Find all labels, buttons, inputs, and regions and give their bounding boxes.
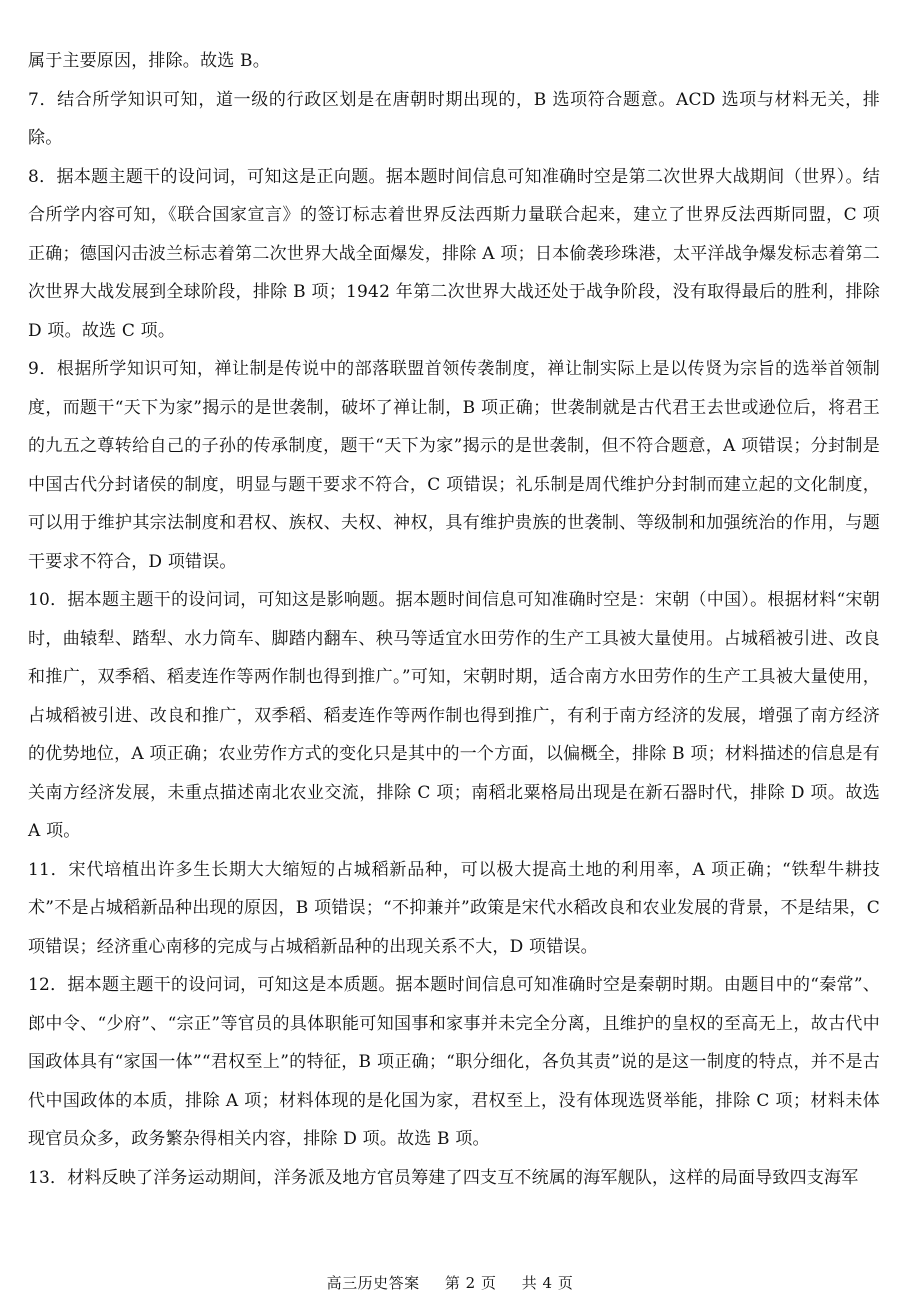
footer-subject: 高三历史答案: [326, 1274, 420, 1292]
answer-paragraph-11: 11．宋代培植出许多生长期大大缩短的占城稻新品种，可以极大提高土地的利用率，A 项正确；“铁犁牛耕技术”不是占城稻新品种出现的原因，B 项错误；“不抑兼并”政策是宋代水稻改良和农业发展的背景，不是结果，C 项错误；经济重心南移的完成与占城稻新品种的出现关系不大，D 项错误。: [28, 859, 880, 957]
answer-paragraph-12: 12．据本题主题干的设问词，可知这是本质题。据本题时间信息可知准确时空是秦朝时期。由题目中的“秦常”、郎中令、“少府”、“宗正”等官员的具体职能可知国事和家事并未完全分离，且维护的皇权的至高无上，故古代中国政体具有“家国一体”“君权至上”的特征，B 项正确；“职分细化，各负其责”说的是这一制度的特点，并不是古代中国政体的本质，排除 A 项；材料体现的是化国为家，君权至上，没有体现选贤举能，排除 C 项；材料未体现官员众多，政务繁杂得相关内容，排除 D 项。故选 B 项。: [28, 975, 880, 1149]
answer-paragraph-13: 13．材料反映了洋务运动期间，洋务派及地方官员筹建了四支互不统属的海军舰队，这样的局面导致四支海军: [28, 1167, 859, 1188]
answer-paragraph-10: 10．据本题主题干的设问词，可知这是影响题。据本题时间信息可知准确时空是：宋朝（中国）。根据材料“宋朝时，曲辕犁、踏犁、水力筒车、脚踏内翻车、秧马等适宜水田劳作的生产工具被大量使用。占城稻被引进、改良和推广，双季稻、稻麦连作等两作制也得到推广。”可知，宋朝时期，适合南方水田劳作的生产工具被大量使用，占城稻被引进、改良和推广，双季稻、稻麦连作等两作制也得到推广，有利于南方经济的发展，增强了南方经济的优势地位，A 项正确；农业劳作方式的变化只是其中的一个方面，以偏概全，排除 B 项；材料描述的信息是有关南方经济发展，未重点描述南北农业交流，排除 C 项；南稻北粟格局出现是在新石器时代，排除 D 项。故选 A 项。: [28, 590, 880, 841]
answer-content: [28, 42, 880, 1197]
answer-paragraph-continuation: 属于主要原因，排除。故选 B。: [28, 51, 270, 71]
answer-paragraph-9: 9．根据所学知识可知，禅让制是传说中的部落联盟首领传袭制度，禅让制实际上是以传贤为宗旨的选举首领制度，而题干“天下为家”揭示的是世袭制，破坏了禅让制，B 项正确；世袭制就是古代君王去世或逊位后，将君王的九五之尊转给自己的子孙的传承制度，题干“天下为家”揭示的是世袭制，但不符合题意，A 项错误；分封制是中国古代分封诸侯的制度，明显与题干要求不符合，C 项错误；礼乐制是周代维护分封制而建立起的文化制度，可以用于维护其宗法制度和君权、族权、夫权、神权，具有维护贵族的世袭制、等级制和加强统治的作用，与题干要求不符合，D 项错误。: [28, 359, 880, 572]
answer-paragraph-7: 7．结合所学知识可知，道一级的行政区划是在唐朝时期出现的，B 选项符合题意。ACD 选项与材料无关，排除。: [28, 89, 880, 148]
page-footer: [0, 1272, 900, 1293]
footer-page-number: 第 2 页: [444, 1274, 497, 1292]
footer-total-pages: 共 4 页: [521, 1274, 574, 1292]
answer-paragraph-8: 8．据本题主题干的设问词，可知这是正向题。据本题时间信息可知准确时空是第二次世界大战期间（世界）。结合所学内容可知，《联合国家宣言》的签订标志着世界反法西斯力量联合起来，建立了世界反法西斯同盟，C 项正确；德国闪击波兰标志着第二次世界大战全面爆发，排除 A 项；日本偷袭珍珠港，太平洋战争爆发标志着第二次世界大战发展到全球阶段，排除 B 项；1942 年第二次世界大战还处于战争阶段，没有取得最后的胜利，排除 D 项。故选 C 项。: [28, 166, 880, 341]
